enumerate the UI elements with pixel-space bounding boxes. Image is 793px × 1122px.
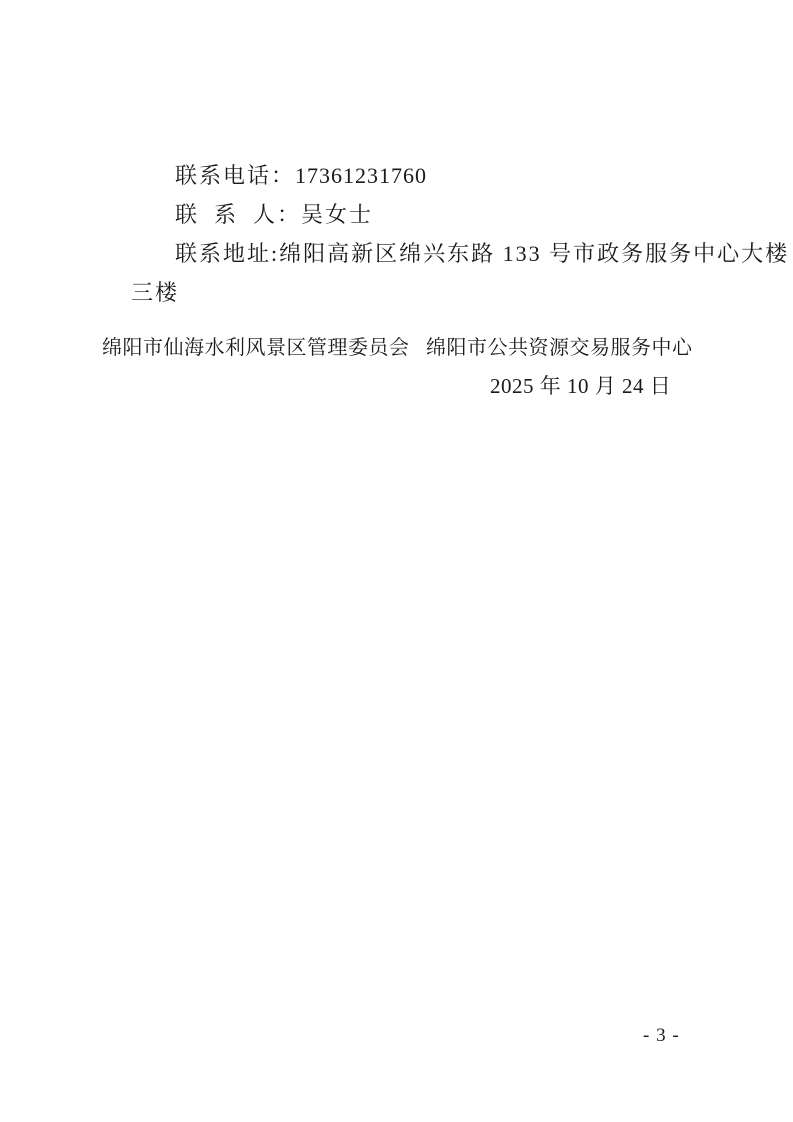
contact-address-line2 [101, 260, 179, 326]
contact-person-value: 吴女士 [301, 202, 374, 227]
page-number: - 3 - [643, 1025, 680, 1046]
signature-date: 2025 年 10 月 24 日 [490, 374, 672, 398]
signature-right-org: 绵阳市公共资源交易服务中心 [426, 337, 693, 359]
contact-address-line1 [145, 221, 789, 287]
contact-phone-label: 联系电话： [175, 163, 296, 188]
signature-left-org: 绵阳市仙海水利风景区管理委员会 [102, 337, 410, 359]
contact-person-label: 联 系 人： [175, 202, 302, 227]
contact-phone-value: 17361231760 [295, 163, 428, 188]
contact-address-value: 绵阳高新区绵兴东路 133 号市政务服务中心大楼 [279, 241, 790, 266]
contact-address-wrap: 三楼 [131, 280, 180, 305]
contact-address-label: 联系地址: [175, 241, 280, 266]
